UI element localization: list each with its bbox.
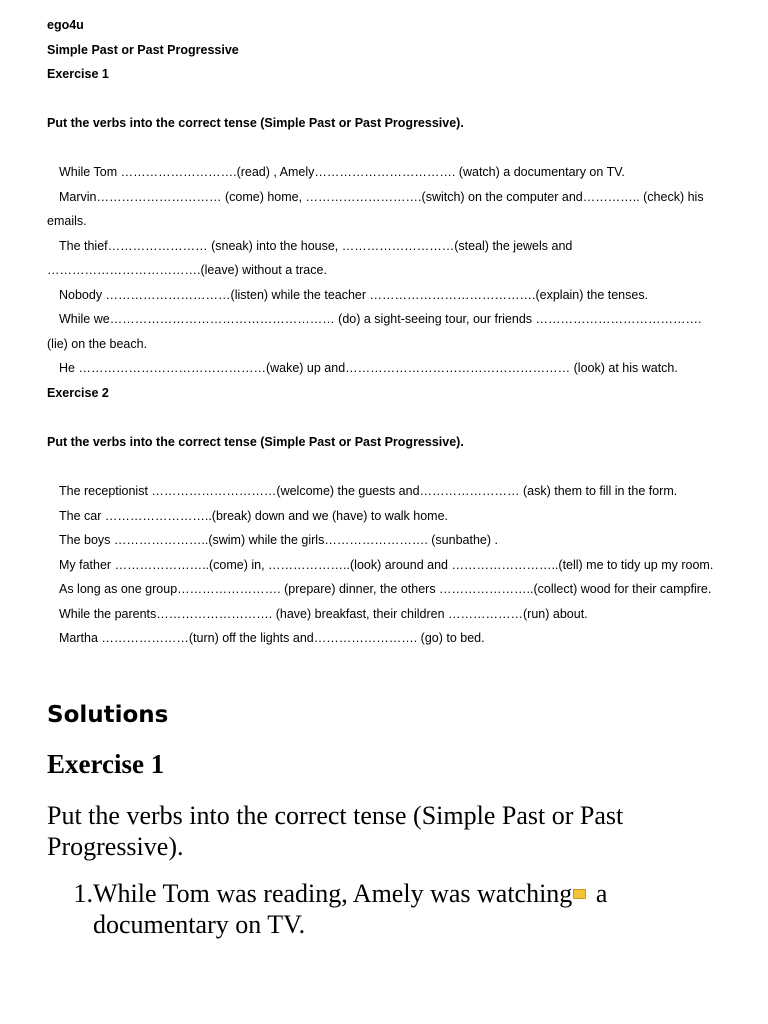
- exercise2-item: The receptionist …………………………(welcome) the guests and…………………… (ask) them to fill in the form.: [59, 484, 678, 498]
- exercise1-item: While we……………………………………………… (do) a sight-seeing tour, our friends ………………………………….(lie) on the beach.: [47, 312, 702, 351]
- exercise2-instruction: Put the verbs into the correct tense (Simple Past or Past Progressive).: [47, 435, 464, 449]
- solutions-heading: Solutions: [47, 702, 169, 728]
- solution-text-after: a documentary on TV.: [93, 879, 608, 939]
- exercise1-item: While Tom ……………………….(read) , Amely……………………………. (watch) a documentary on TV.: [59, 165, 625, 179]
- exercise2-item: My father …………………..(come) in, ………………..(look) around and ……………………..(tell) me to tidy up my room.: [59, 557, 714, 572]
- solution-text: [93, 878, 737, 940]
- exercise2-item: The car ……………………..(break) down and we (have) to walk home.: [59, 508, 449, 523]
- solutions-exercise-title: Exercise 1: [47, 749, 165, 779]
- exercise2-item: Martha …………………(turn) off the lights and……………………. (go) to bed.: [59, 631, 485, 645]
- exercise1-item: He ………………………………………(wake) up and……………………………………………… (look) at his watch.: [59, 361, 678, 375]
- site-name: ego4u: [47, 18, 84, 32]
- exercise2-list: [47, 479, 717, 651]
- exercise1-item: Nobody …………………………(listen) while the teacher ………………………………….(explain) the tenses.: [59, 287, 649, 302]
- exercise1-title: Exercise 1: [47, 67, 109, 81]
- comment-icon[interactable]: [573, 889, 586, 899]
- exercise2-item: The boys …………………..(swim) while the girls……………………. (sunbathe) .: [59, 533, 498, 547]
- solution-text-before: While Tom was reading, Amely was watching: [93, 879, 573, 908]
- exercise1-instruction: Put the verbs into the correct tense (Simple Past or Past Progressive).: [47, 116, 464, 130]
- solutions-instruction: Put the verbs into the correct tense (Simple Past or Past Progressive).: [47, 801, 624, 861]
- solution-number: 1.: [73, 879, 93, 908]
- exercise1-item: The thief…………………… (sneak) into the house, ………………………(steal) the jewels and ……………………………….(leave) without a trace.: [47, 238, 573, 277]
- solutions-list: [47, 878, 737, 940]
- topic-title: Simple Past or Past Progressive: [47, 43, 239, 57]
- solution-item: [47, 878, 737, 940]
- exercise2-item: As long as one group……………………. (prepare) dinner, the others …………………..(collect) wood for their campfire.: [59, 582, 712, 596]
- exercise1-item: Marvin………………………… (come) home, ……………………….(switch) on the computer and………….. (check) his emails.: [47, 189, 704, 228]
- exercise1-list: [47, 160, 717, 381]
- exercise2-title: Exercise 2: [47, 386, 109, 400]
- exercise2-item: While the parents………………………. (have) breakfast, their children ………………(run) about.: [59, 606, 588, 621]
